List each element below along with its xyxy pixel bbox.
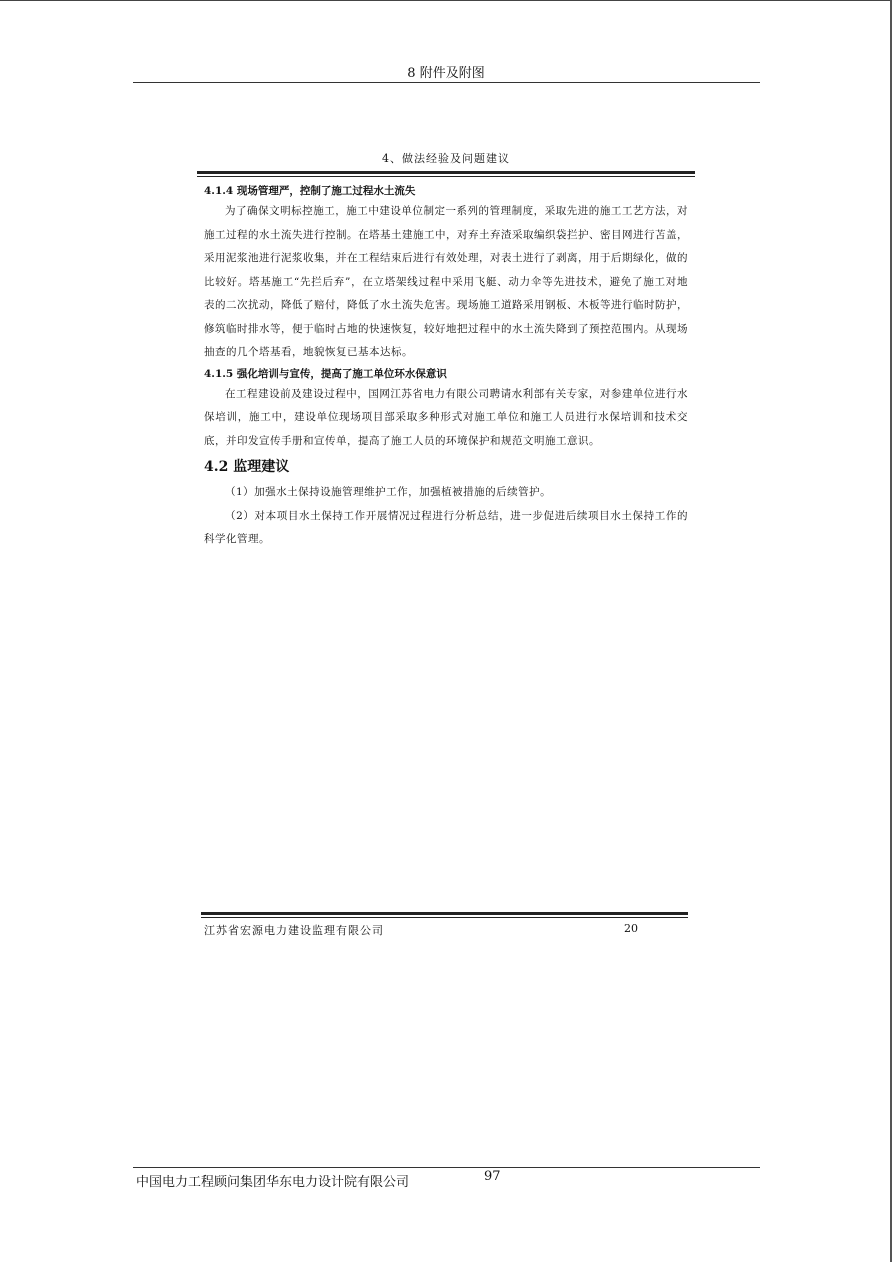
suggestion-item-1: （1）加强水土保持设施管理维护工作，加强植被措施的后续管护。 [225,486,552,498]
section-heading-4-1-5: 4.1.5 强化培训与宣传，提高了施工单位环水保意识 [204,367,447,380]
inner-footer-rule-thin [201,917,688,918]
inner-header-rule-thin [197,176,695,177]
outer-header-rule [133,82,760,83]
section-paragraph-4-1-5: 在工程建设前及建设过程中，国网江苏省电力有限公司聘请水利部有关专家，对参建单位进行水保培训，施工中，建设单位现场项目部采取多种形式对施工单位和施工人员进行水保培训和技术交底，并印发宣传手册和宣传单，提高了施工人员的环境保护和规范文明施工意识。 [204,387,688,447]
outer-footer-company: 中国电力工程顾问集团华东电力设计院有限公司 [136,1175,410,1190]
inner-footer-page-number: 20 [624,922,638,935]
inner-header-title: 4、做法经验及问题建议 [382,152,510,165]
outer-footer-page-number: 97 [484,1169,501,1184]
inner-footer-company: 江苏省宏源电力建设监理有限公司 [204,924,384,937]
outer-footer-rule [133,1167,760,1168]
inner-footer-rule-thick [201,912,688,915]
suggestion-item-2: （2）对本项目水土保持工作开展情况过程进行分析总结，进一步促进后续项目水土保持工作的科学化管理。 [204,509,688,545]
section-heading-4-1-4: 4.1.4 现场管理严，控制了施工过程水土流失 [204,185,416,197]
inner-content [204,182,688,552]
outer-header-title: 8 附件及附图 [407,66,485,81]
page-frame-top [0,0,892,1]
suggestions-heading: 4.2 监理建议 [204,459,290,475]
inner-header-rule-thick [197,171,695,174]
section-paragraph-4-1-4: 为了确保文明标控施工，施工中建设单位制定一系列的管理制度，采取先进的施工工艺方法，对施工过程的水土流失进行控制。在塔基土建施工中，对弃土弃渣采取编织袋拦护、密目网进行苫盖，采用泥浆池进行泥浆收集，并在工程结束后进行有效处理，对表土进行了剥离，用于后期绿化，做的比较好。塔基施工“先拦后弃”，在立塔架线过程中采用飞艇、动力伞等先进技术，避免了施工对地表的二次扰动，降低了赔付，降低了水土流失危害。现场施工道路采用钢板、木板等进行临时防护，修筑临时排水等，便于临时占地的快速恢复，较好地把过程中的水土流失降到了预控范围内。从现场抽查的几个塔基看，地貌恢复已基本达标。 [204,205,688,358]
